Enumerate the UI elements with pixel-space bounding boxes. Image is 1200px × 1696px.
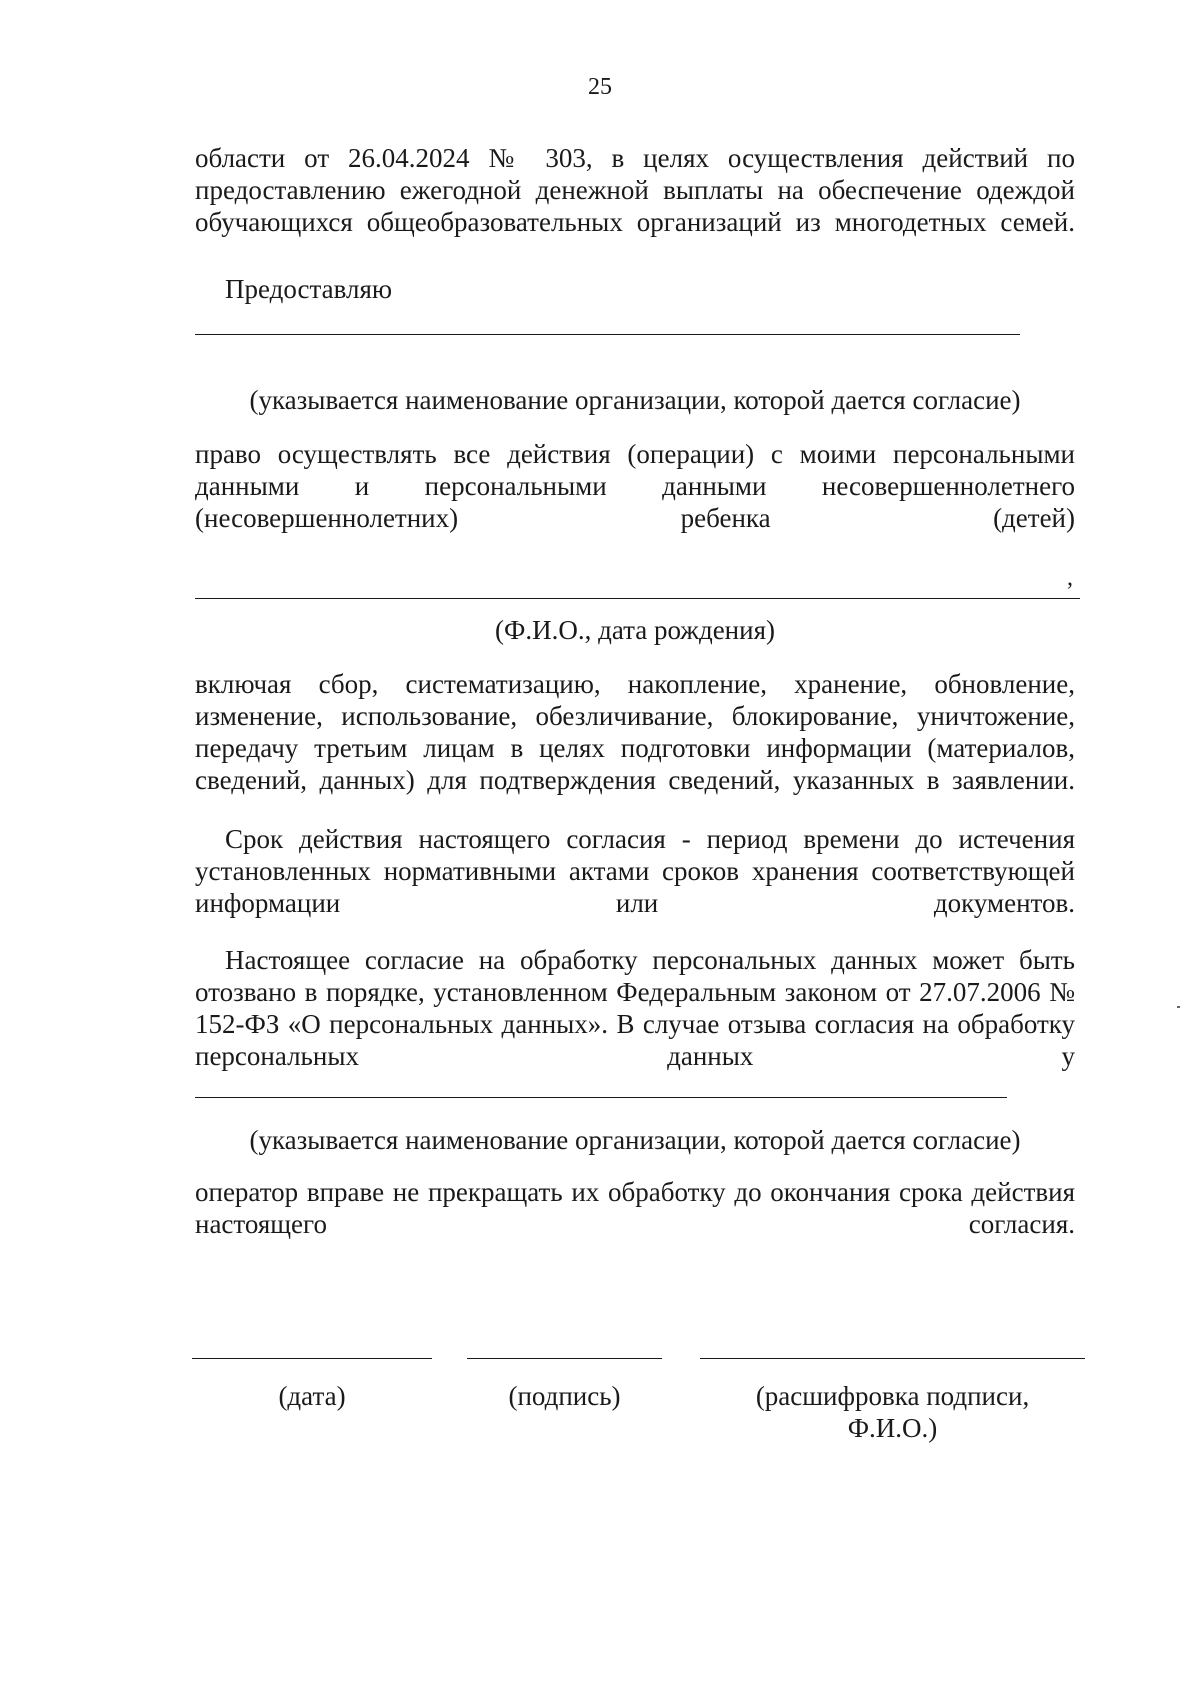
date-signature-line: [192, 1358, 432, 1359]
provide-paragraph: [195, 273, 1075, 305]
provide-paragraph-text: Предоставляю: [225, 274, 393, 304]
processing-paragraph-text: включая сбор, систематизацию, накопление, хранение, обновление, изменение, использование, обезличивание, блокирование, уничтожение, передачу третьим лицам в целях подготовки информации (материалов, сведений, данных) для подтверждения сведений, указанных в заявлении.: [195, 669, 1075, 795]
org-name-caption-1: (указывается наименование организации, которой дается согласие): [249, 385, 1021, 415]
org-name-blank-line-2: [195, 1097, 1007, 1098]
processing-paragraph: [195, 668, 1075, 796]
fio-birth-caption: (Ф.И.О., дата рождения): [495, 615, 775, 645]
org-name-blank-line-1: [195, 334, 1020, 335]
fio-comma: ,: [1067, 565, 1073, 591]
scan-speck: [1177, 1006, 1180, 1008]
intro-paragraph: [195, 142, 1075, 238]
revoke-paragraph-text: Настоящее согласие на обработку персональных данных может быть отозвано в порядке, установленном Федеральным законом от 27.07.2006 № 152-ФЗ «О персональных данных». В случае отзыва согласия на обработку персональных данных у: [195, 945, 1075, 1071]
rights-paragraph: [195, 438, 1075, 534]
sign-signature-line: [467, 1358, 662, 1359]
rights-paragraph-text: право осуществлять все действия (операции) с моими персональными данными и персональными данными несовершеннолетнего (несовершеннолетних) ребенка (детей): [195, 439, 1075, 533]
term-paragraph: [195, 823, 1075, 919]
decode-label-line-1: (расшифровка подписи,: [755, 1381, 1030, 1411]
fio-birth-blank-line: [195, 598, 1080, 599]
revoke-paragraph: [195, 944, 1075, 1072]
date-label: (дата): [278, 1381, 346, 1411]
sign-label: (подпись): [508, 1381, 621, 1411]
operator-paragraph: [195, 1176, 1075, 1240]
org-name-caption-2: (указывается наименование организации, которой дается согласие): [249, 1125, 1021, 1155]
page-number: 25: [588, 74, 612, 100]
intro-paragraph-text: области от 26.04.2024 № 303, в целях осуществления действий по предоставлению ежегодной денежной выплаты на обеспечение одеждой обучающихся общеобразовательных организаций из многодетных семей.: [195, 143, 1075, 237]
decode-signature-line: [700, 1358, 1085, 1359]
decode-label: [700, 1380, 1085, 1444]
operator-paragraph-text: оператор вправе не прекращать их обработку до окончания срока действия настоящего согласия.: [195, 1177, 1075, 1239]
decode-label-line-2: Ф.И.О.): [847, 1413, 938, 1443]
term-paragraph-text: Срок действия настоящего согласия - период времени до истечения установленных нормативными актами сроков хранения соответствующей информации или документов.: [195, 824, 1075, 918]
